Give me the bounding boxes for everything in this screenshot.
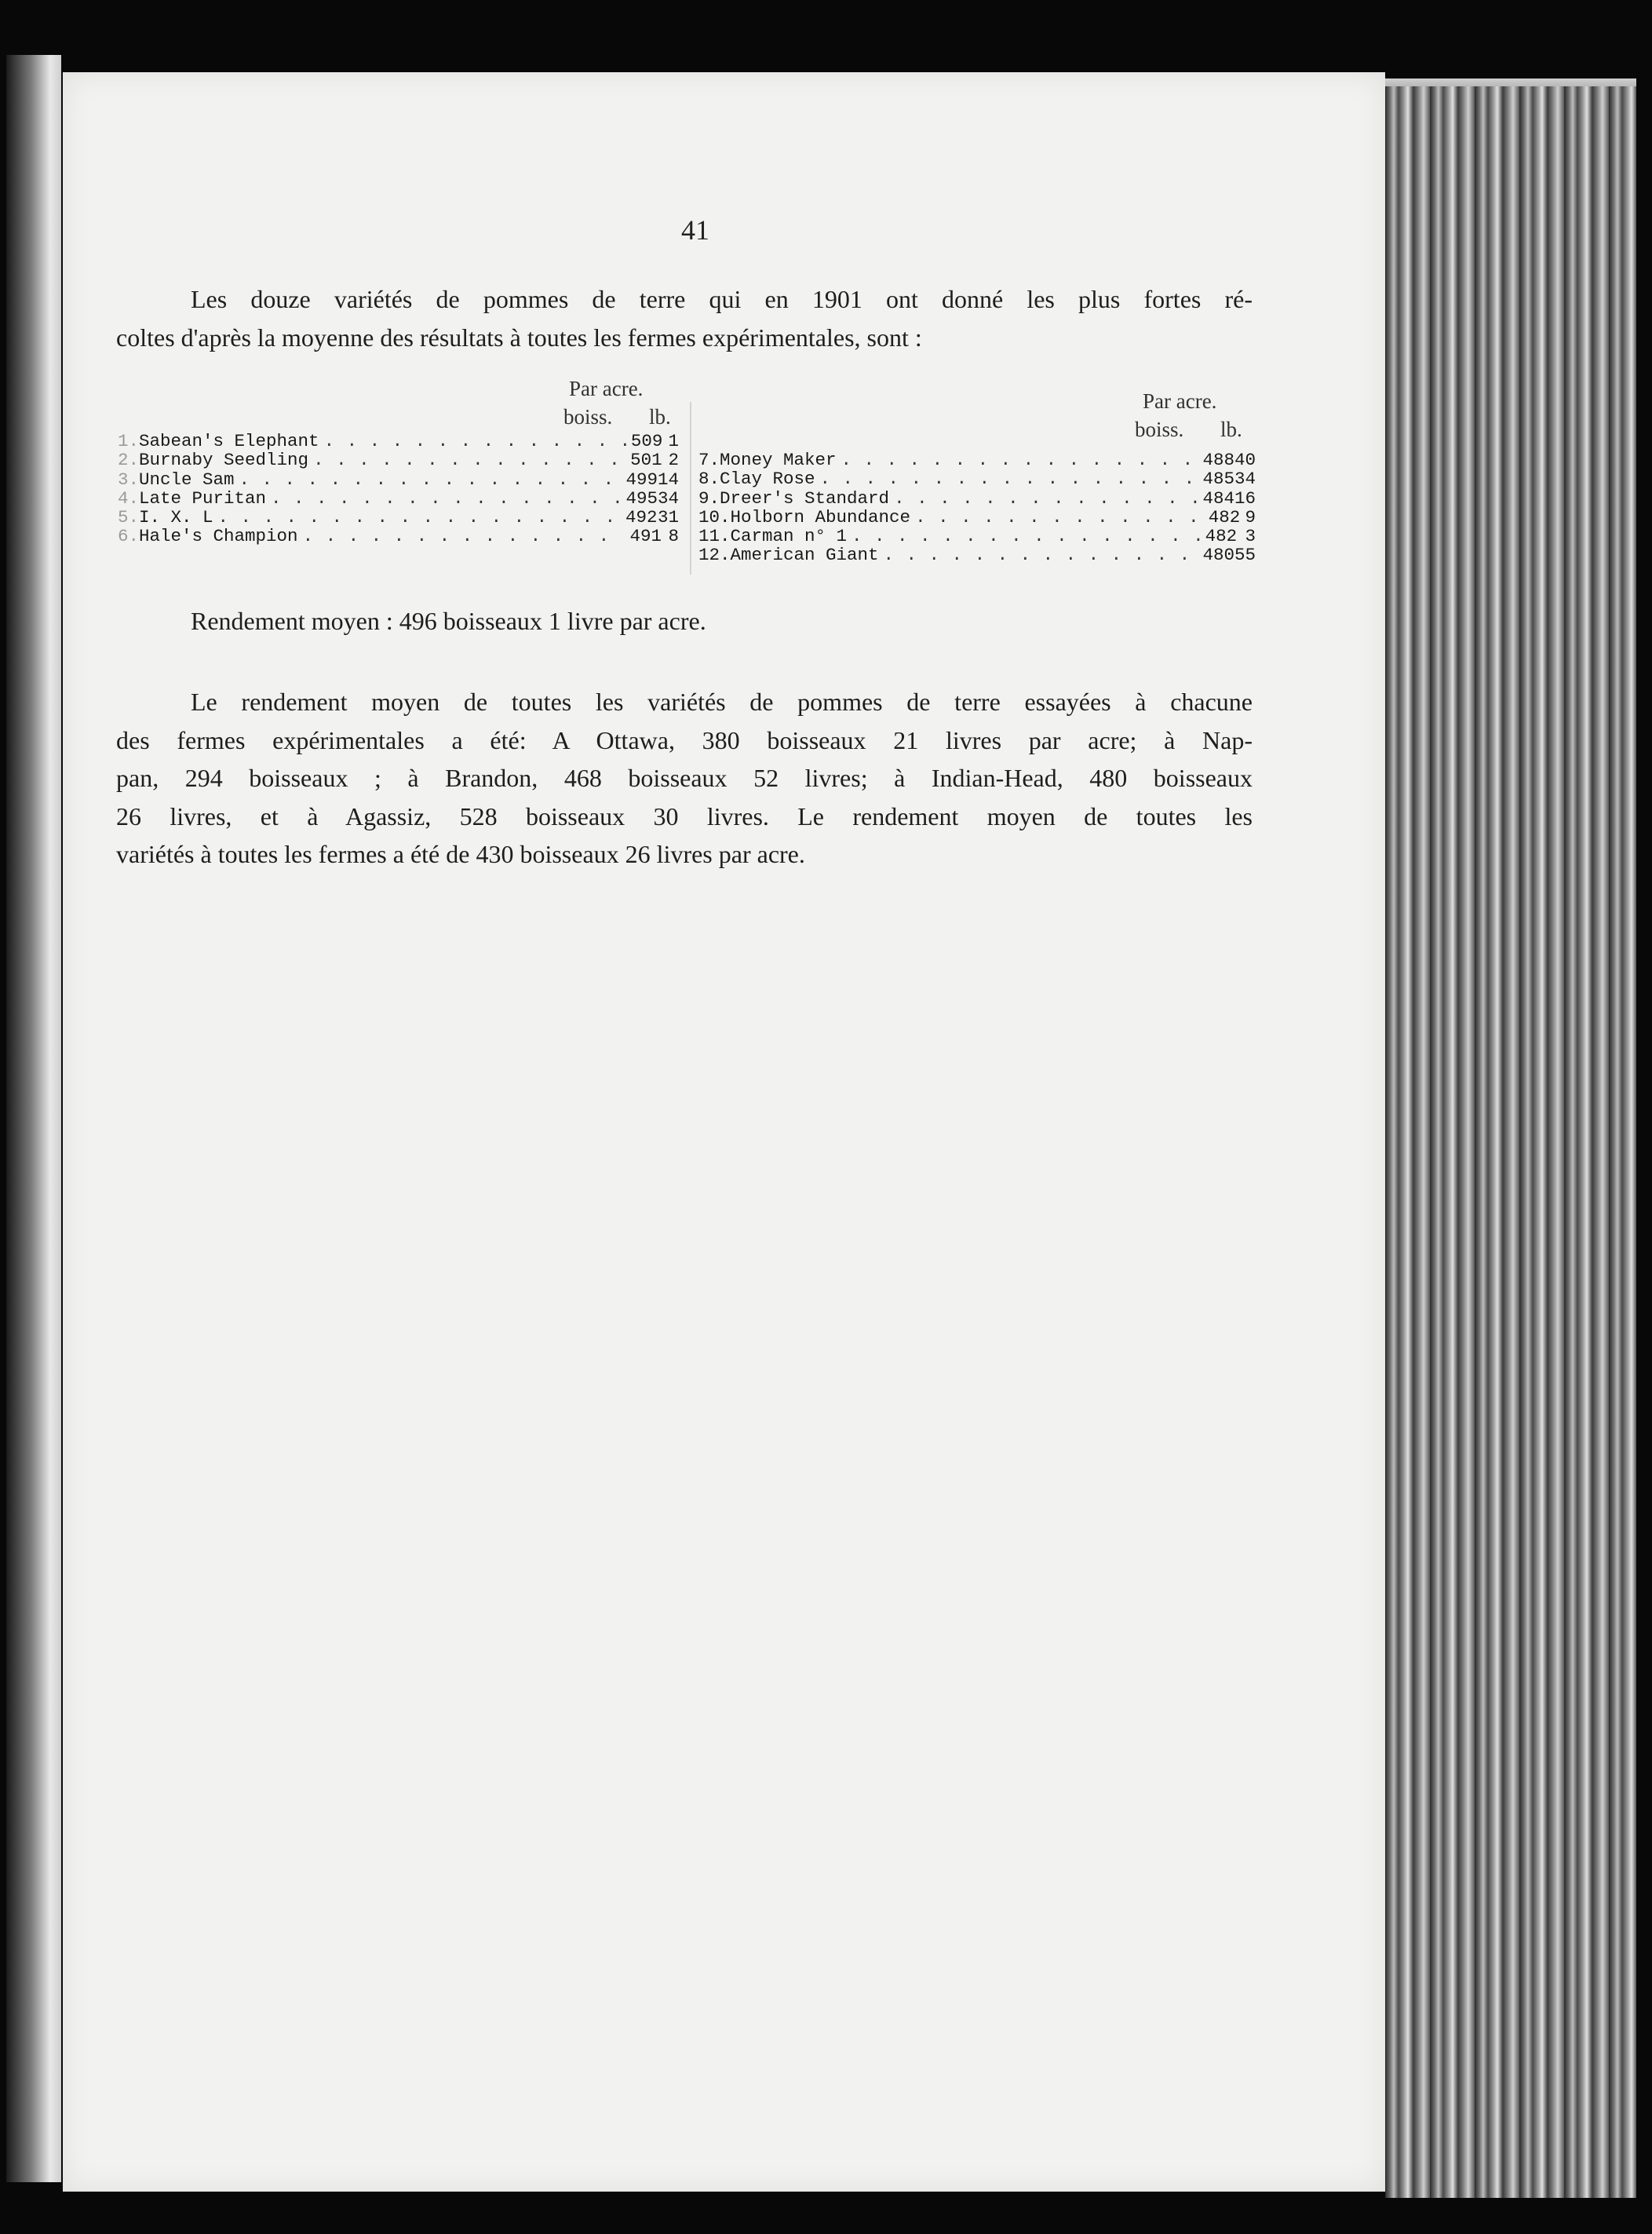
summary-line-5: variétés à toutes les fermes a été de 430 boisseaux 26 livres par acre. <box>116 840 805 868</box>
pounds-value: 34 <box>1234 469 1256 490</box>
page-number: 41 <box>681 214 709 246</box>
variety-name: Clay Rose <box>720 469 815 490</box>
summary-paragraph <box>116 683 1253 874</box>
table-row <box>118 470 679 489</box>
bushels-value: 495 <box>625 487 658 509</box>
dot-leader <box>313 451 625 469</box>
table-header-left <box>118 377 679 432</box>
header-per-acre: Par acre. <box>569 377 644 400</box>
intro-line-1: Les douze variétés de pommes de terre qui en 1901 ont donné les plus fortes ré- <box>191 285 1253 313</box>
pounds-value: 3 <box>1245 526 1256 547</box>
table-row <box>118 489 679 508</box>
bushels-value: 485 <box>1202 469 1234 490</box>
pounds-value: 16 <box>1234 487 1256 509</box>
row-number: 8. <box>698 469 720 490</box>
summary-line-3: pan, 294 boisseaux ; à Brandon, 468 boisseaux 52 livres; à Indian-Head, 480 boisseaux <box>116 764 1253 792</box>
row-number: 2. <box>118 450 140 471</box>
table-row <box>698 546 1256 564</box>
bushels-value: 482 <box>1208 506 1241 527</box>
row-number: 10. <box>698 506 731 527</box>
dot-leader <box>303 527 625 546</box>
variety-name: Late Puritan <box>139 487 267 509</box>
variety-name: I. X. L <box>139 507 213 528</box>
dot-leader <box>915 508 1204 527</box>
table-header-right <box>698 389 1256 451</box>
bushels-value: 499 <box>625 469 658 490</box>
pounds-value: 31 <box>657 507 679 528</box>
table-row <box>698 508 1256 527</box>
header-boiss: boiss. <box>563 405 613 429</box>
bushels-value: 491 <box>629 526 662 547</box>
dot-leader <box>884 546 1198 564</box>
bushels-value: 509 <box>630 431 663 451</box>
table-row <box>118 432 679 451</box>
pounds-value: 2 <box>668 450 679 471</box>
facing-page-edge <box>6 55 61 2182</box>
summary-line-2: des fermes expérimentales a été: A Ottawa, 380 boisseaux 21 livres par acre; à Nap- <box>116 725 1253 754</box>
dot-leader <box>841 451 1198 469</box>
variety-name: Hale's Champion <box>139 526 298 547</box>
pounds-value: 9 <box>1245 506 1256 527</box>
row-number: 6. <box>118 526 140 547</box>
header-lb: lb. <box>1220 418 1242 441</box>
variety-name: American Giant <box>730 545 879 566</box>
variety-name: Sabean's Elephant <box>139 431 319 451</box>
variety-name: Money Maker <box>720 450 837 470</box>
intro-line-2: coltes d'après la moyenne des résultats à toutes les fermes expérimentales, sont : <box>116 323 922 352</box>
average-yield-paragraph <box>116 602 1253 641</box>
pounds-value: 8 <box>668 526 679 547</box>
dot-leader <box>218 508 621 527</box>
summary-line-1: Le rendement moyen de toutes les variétés de pommes de terre essayées à chacune <box>191 688 1253 716</box>
variety-name: Burnaby Seedling <box>139 450 309 471</box>
bushels-value: 480 <box>1202 545 1234 566</box>
bushels-value: 484 <box>1202 487 1234 509</box>
header-lb: lb. <box>649 405 671 429</box>
bushels-value: 482 <box>1205 526 1238 547</box>
bushels-value: 501 <box>630 450 662 471</box>
dot-leader <box>271 489 621 508</box>
varieties-table-left <box>118 377 679 546</box>
table-row <box>698 527 1256 546</box>
pounds-value: 1 <box>668 431 679 451</box>
varieties-table-right <box>698 377 1256 565</box>
table-row <box>118 508 679 527</box>
row-number: 1. <box>118 431 140 451</box>
row-number: 3. <box>118 469 140 490</box>
pounds-value: 55 <box>1234 545 1256 566</box>
dot-leader <box>820 469 1198 488</box>
row-number: 5. <box>118 507 140 528</box>
dot-leader <box>852 527 1201 546</box>
table-row <box>698 489 1256 508</box>
header-per-acre: Par acre. <box>1143 389 1217 413</box>
row-number: 7. <box>698 450 720 470</box>
variety-name: Carman n° 1 <box>730 526 848 547</box>
row-number: 11. <box>698 526 731 547</box>
summary-line-4: 26 livres, et à Agassiz, 528 boisseaux 30 livres. Le rendement moyen de toutes les <box>116 801 1253 830</box>
row-number: 12. <box>698 545 731 566</box>
bushels-value: 488 <box>1202 450 1234 470</box>
table-row <box>118 527 679 546</box>
pounds-value: 14 <box>657 469 679 490</box>
row-number: 9. <box>698 487 720 509</box>
intro-paragraph <box>116 280 1253 356</box>
table-row <box>698 451 1256 469</box>
table-row <box>118 451 679 469</box>
table-column-divider <box>690 402 691 575</box>
dot-leader <box>239 470 622 489</box>
pounds-value: 34 <box>657 487 679 509</box>
table-row <box>698 469 1256 488</box>
bushels-value: 492 <box>625 507 658 528</box>
variety-name: Uncle Sam <box>139 469 235 490</box>
variety-name: Holborn Abundance <box>730 506 911 527</box>
variety-name: Dreer's Standard <box>720 487 890 509</box>
pounds-value: 40 <box>1234 450 1256 470</box>
header-boiss: boiss. <box>1135 418 1184 441</box>
book-page-edges <box>1385 86 1636 2198</box>
dot-leader <box>894 489 1198 508</box>
dot-leader <box>324 432 626 451</box>
average-yield-line: Rendement moyen : 496 boisseaux 1 livre par acre. <box>191 607 706 635</box>
row-number: 4. <box>118 487 140 509</box>
